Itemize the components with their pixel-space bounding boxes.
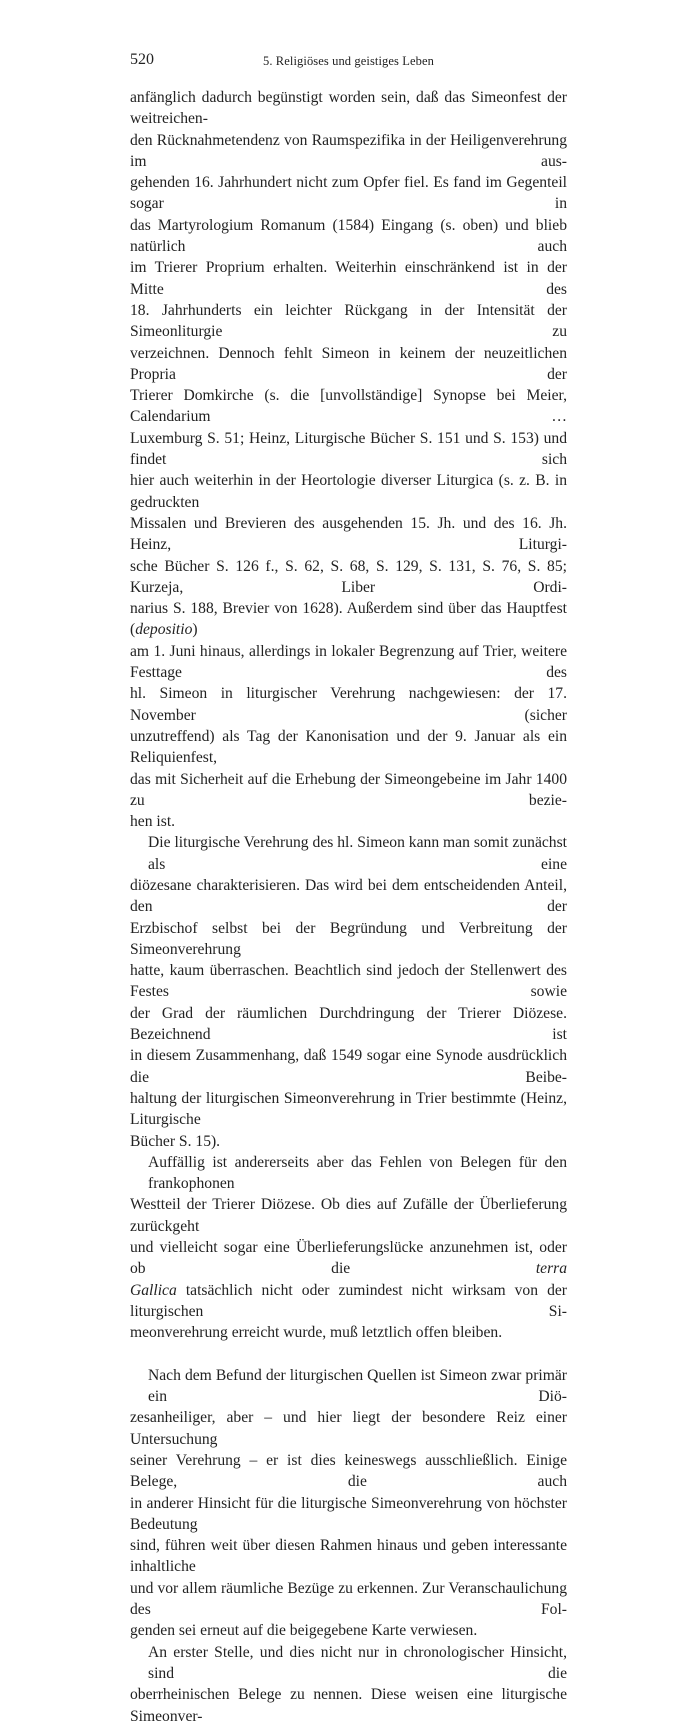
text-line: sind, führen weit über diesen Rahmen hinaus und geben interessante inhaltliche	[130, 1537, 567, 1576]
text-line: Erzbischof selbst bei der Begründung und Verbreitung der Simeonverehrung	[130, 919, 567, 958]
paragraph-2	[130, 832, 567, 1151]
text-line: Bücher S. 15).	[130, 1132, 221, 1150]
chapter-title: 5. Religiöses und geistiges Leben	[263, 54, 434, 68]
text-line: und vor allem räumliche Bezüge zu erkennen. Zur Veranschaulichung des Fol-	[130, 1579, 567, 1619]
text-line: seiner Verehrung – er ist dies keineswegs ausschließlich. Einige Belege, die auch	[130, 1452, 567, 1491]
text-segment: und vielleicht sogar eine Überlieferungslücke anzunehmen ist, oder ob die	[130, 1239, 567, 1278]
text-line: in anderer Hinsicht für die liturgische Simeonverehrung von höchster Bedeutung	[130, 1494, 567, 1533]
paragraph-3	[130, 1152, 567, 1344]
text-line: in diesem Zusammenhang, daß 1549 sogar eine Synode ausdrücklich die Beibe-	[130, 1047, 567, 1086]
text-line: zesanheiliger, aber – und hier liegt der besondere Reiz einer Untersuchung	[130, 1409, 567, 1448]
text-line: im Trierer Proprium erhalten. Weiterhin einschränkend ist in der Mitte des	[130, 259, 567, 298]
text-line: diözesane charakterisieren. Das wird bei dem entscheidenden Anteil, den der	[130, 876, 567, 916]
text-line: Auffällig ist andererseits aber das Fehlen von Belegen für den frankophonen	[148, 1153, 567, 1193]
text-line: verzeichnen. Dennoch fehlt Simeon in keinem der neuzeitlichen Propria der	[130, 344, 567, 383]
page-number: 520	[130, 51, 154, 68]
italic-term-depositio: depositio	[135, 621, 193, 639]
text-line: oberrheinischen Belege zu nennen. Diese weisen eine liturgische Simeonver-	[130, 1686, 567, 1725]
text-line: Missalen und Brevieren des ausgehenden 15. Jh. und des 16. Jh. Heinz, Liturgi-	[130, 514, 567, 554]
text-line: meonverehrung erreicht wurde, muß letztlich offen bleiben.	[130, 1324, 503, 1342]
text-line: Luxemburg S. 51; Heinz, Liturgische Bücher S. 151 und S. 153) und findet sich	[130, 429, 567, 469]
text-line: anfänglich dadurch begünstigt worden sein, daß das Simeonfest der weitreichen-	[130, 89, 567, 128]
text-segment: narius S. 188, Brevier von 1628). Außerdem sind über das Hauptfest (	[130, 600, 567, 639]
text-line: Westteil der Trierer Diözese. Ob dies auf Zufälle der Überlieferung zurückgeht	[130, 1196, 567, 1235]
text-line-gallica	[130, 1280, 567, 1323]
text-line: Nach dem Befund der liturgischen Quellen ist Simeon zwar primär ein Diö-	[148, 1366, 567, 1406]
italic-term-gallica: Gallica	[130, 1281, 177, 1299]
body-text	[130, 87, 567, 1727]
text-line: am 1. Juni hinaus, allerdings in lokaler Begrenzung auf Trier, weitere Festtage des	[130, 642, 567, 682]
paragraph-1	[130, 87, 567, 832]
text-line: An erster Stelle, und dies nicht nur in chronologischer Hinsicht, sind die	[148, 1643, 567, 1682]
text-line: der Grad der räumlichen Durchdringung der Trierer Diözese. Bezeichnend ist	[130, 1004, 567, 1044]
text-line-depositio	[130, 598, 567, 641]
text-line: genden sei erneut auf die beigegebene Karte verwiesen.	[130, 1622, 478, 1640]
text-line: 18. Jahrhunderts ein leichter Rückgang in der Intensität der Simeonliturgie zu	[130, 301, 567, 341]
text-line: sche Bücher S. 126 f., S. 62, S. 68, S. 129, S. 131, S. 76, S. 85; Kurzeja, Liber Ordi-	[130, 557, 567, 596]
text-line-terra	[130, 1237, 567, 1280]
text-line: den Rücknahmetendenz von Raumspezifika in der Heiligenverehrung im aus-	[130, 131, 567, 170]
italic-term-terra: terra	[535, 1260, 567, 1278]
text-line: hl. Simeon in liturgischer Verehrung nachgewiesen: der 17. November (sicher	[130, 685, 567, 724]
text-segment: )	[192, 621, 198, 639]
text-segment: tatsächlich nicht oder zumindest nicht wirksam von der liturgischen Si-	[130, 1281, 567, 1320]
text-line: das mit Sicherheit auf die Erhebung der Simeongebeine im Jahr 1400 zu bezie-	[130, 770, 567, 809]
running-head	[130, 50, 567, 70]
paragraph-4	[130, 1365, 567, 1642]
text-line: das Martyrologium Romanum (1584) Eingang (s. oben) und blieb natürlich auch	[130, 216, 567, 256]
text-line: haltung der liturgischen Simeonverehrung in Trier bestimmte (Heinz, Liturgische	[130, 1089, 567, 1129]
text-line: unzutreffend) als Tag der Kanonisation und der 9. Januar als ein Reliquienfest,	[130, 727, 567, 767]
text-line: hatte, kaum überraschen. Beachtlich sind jedoch der Stellenwert des Festes sowie	[130, 962, 567, 1001]
text-line: Trierer Domkirche (s. die [unvollständige] Synopse bei Meier, Calendarium …	[130, 387, 567, 426]
text-line: Die liturgische Verehrung des hl. Simeon kann man somit zunächst als eine	[148, 834, 567, 873]
text-line: hier auch weiterhin in der Heortologie diverser Liturgica (s. z. B. in gedruckten	[130, 472, 567, 511]
paragraph-5	[130, 1642, 567, 1727]
text-line: hen ist.	[130, 813, 176, 831]
text-line: gehenden 16. Jahrhundert nicht zum Opfer fiel. Es fand im Gegenteil sogar in	[130, 174, 567, 213]
